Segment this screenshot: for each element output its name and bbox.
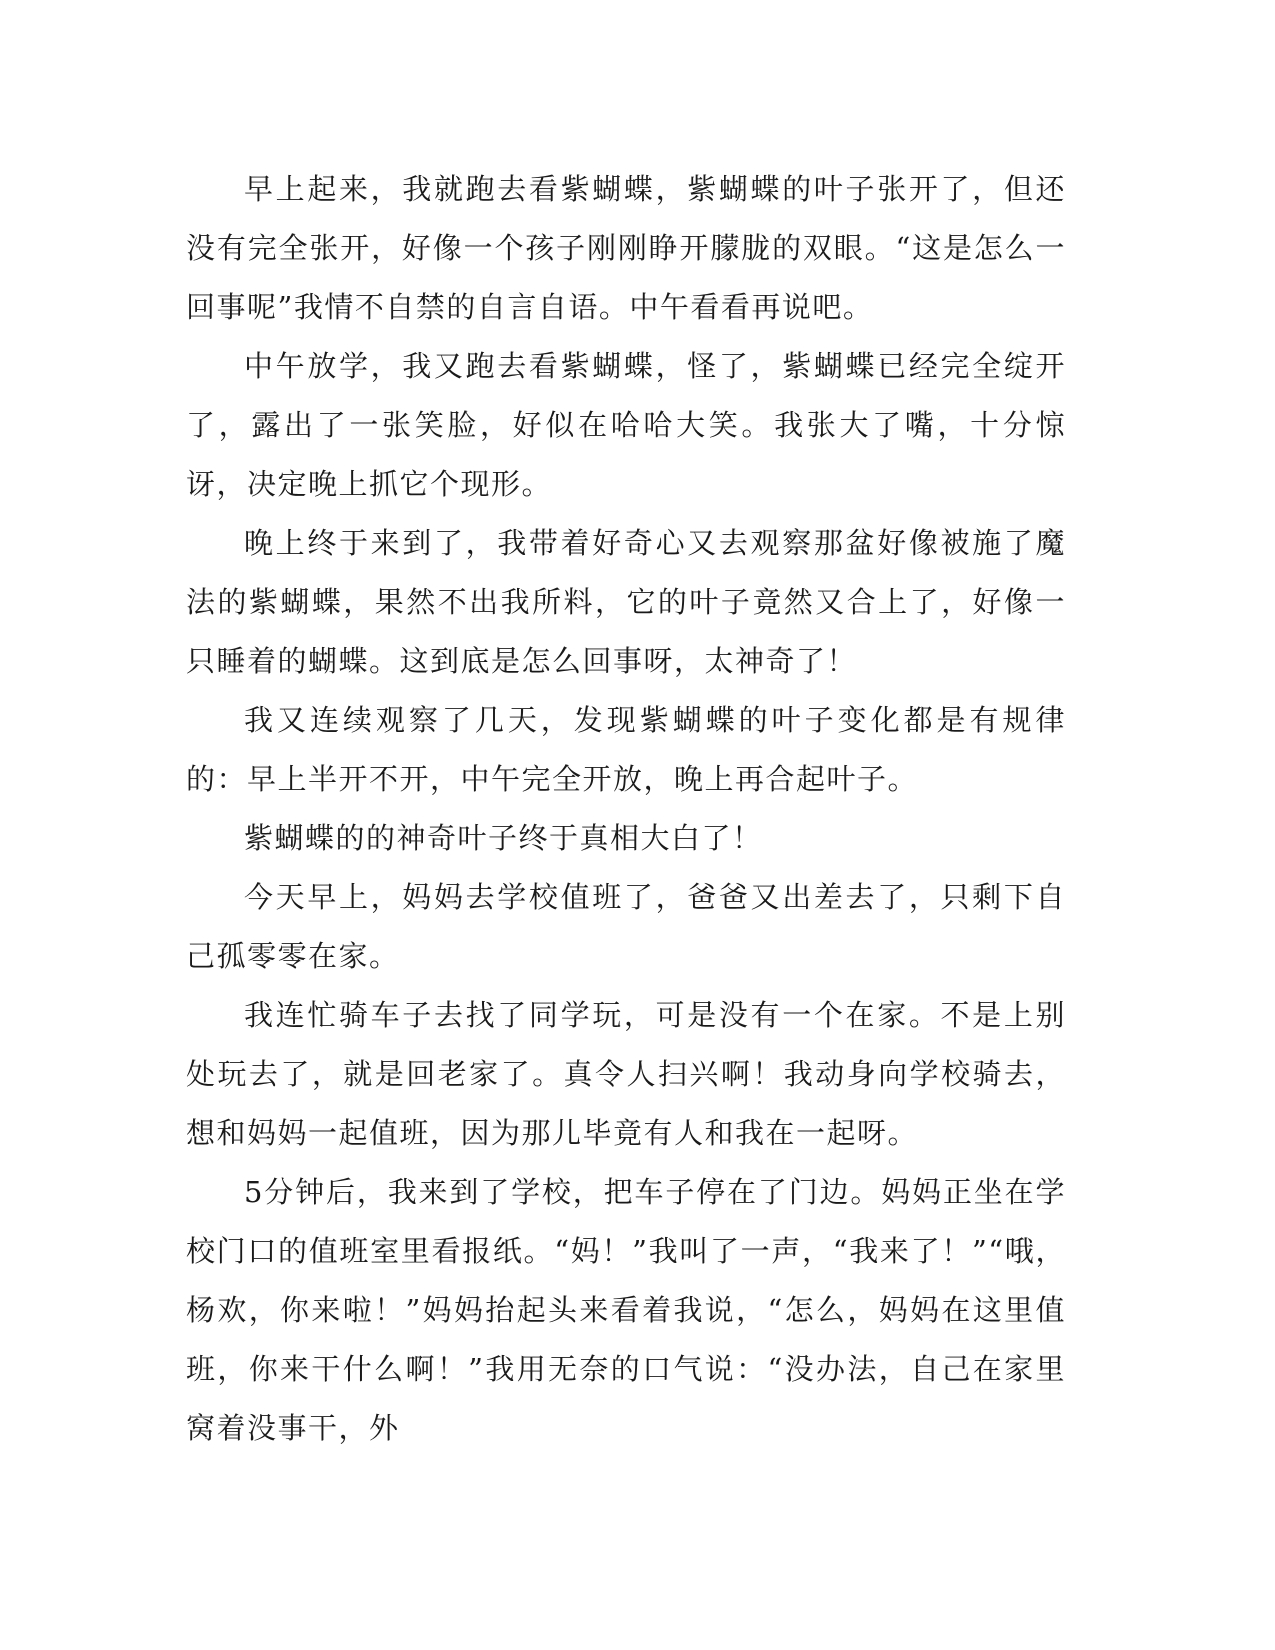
paragraph-alone: 今天早上，妈妈去学校值班了，爸爸又出差去了，只剩下自己孤零零在家。 xyxy=(186,880,1066,973)
paragraph-observation: 我又连续观察了几天，发现紫蝴蝶的叶子变化都是有规律的：早上半开不开，中午完全开放，晚上再合起叶子。 xyxy=(186,703,1066,796)
paragraph-morning: 早上起来，我就跑去看紫蝴蝶，紫蝴蝶的叶子张开了，但还没有完全张开，好像一个孩子刚刚睁开朦胧的双眼。“这是怎么一回事呢”我情不自禁的自言自语。中午看看再说吧。 xyxy=(186,172,1066,324)
paragraph-noon: 中午放学，我又跑去看紫蝴蝶，怪了，紫蝴蝶已经完全绽开了，露出了一张笑脸，好似在哈哈大笑。我张大了嘴，十分惊讶，决定晚上抓它个现形。 xyxy=(186,349,1066,501)
document-body xyxy=(186,160,1066,1458)
paragraph-friends: 我连忙骑车子去找了同学玩，可是没有一个在家。不是上别处玩去了，就是回老家了。真令人扫兴啊！我动身向学校骑去，想和妈妈一起值班，因为那儿毕竟有人和我在一起呀。 xyxy=(186,998,1066,1150)
paragraph-school: 5分钟后，我来到了学校，把车子停在了门边。妈妈正坐在学校门口的值班室里看报纸。“妈！”我叫了一声，“我来了！”“哦，杨欢，你来啦！”妈妈抬起头来看着我说，“怎么，妈妈在这里值班，你来干什么啊！”我用无奈的口气说：“没办法，自己在家里窝着没事干，外 xyxy=(186,1175,1066,1445)
paragraph-evening: 晚上终于来到了，我带着好奇心又去观察那盆好像被施了魔法的紫蝴蝶，果然不出我所料，它的叶子竟然又合上了，好像一只睡着的蝴蝶。这到底是怎么回事呀，太神奇了！ xyxy=(186,526,1066,678)
paragraph-conclusion: 紫蝴蝶的的神奇叶子终于真相大白了！ xyxy=(244,821,763,855)
